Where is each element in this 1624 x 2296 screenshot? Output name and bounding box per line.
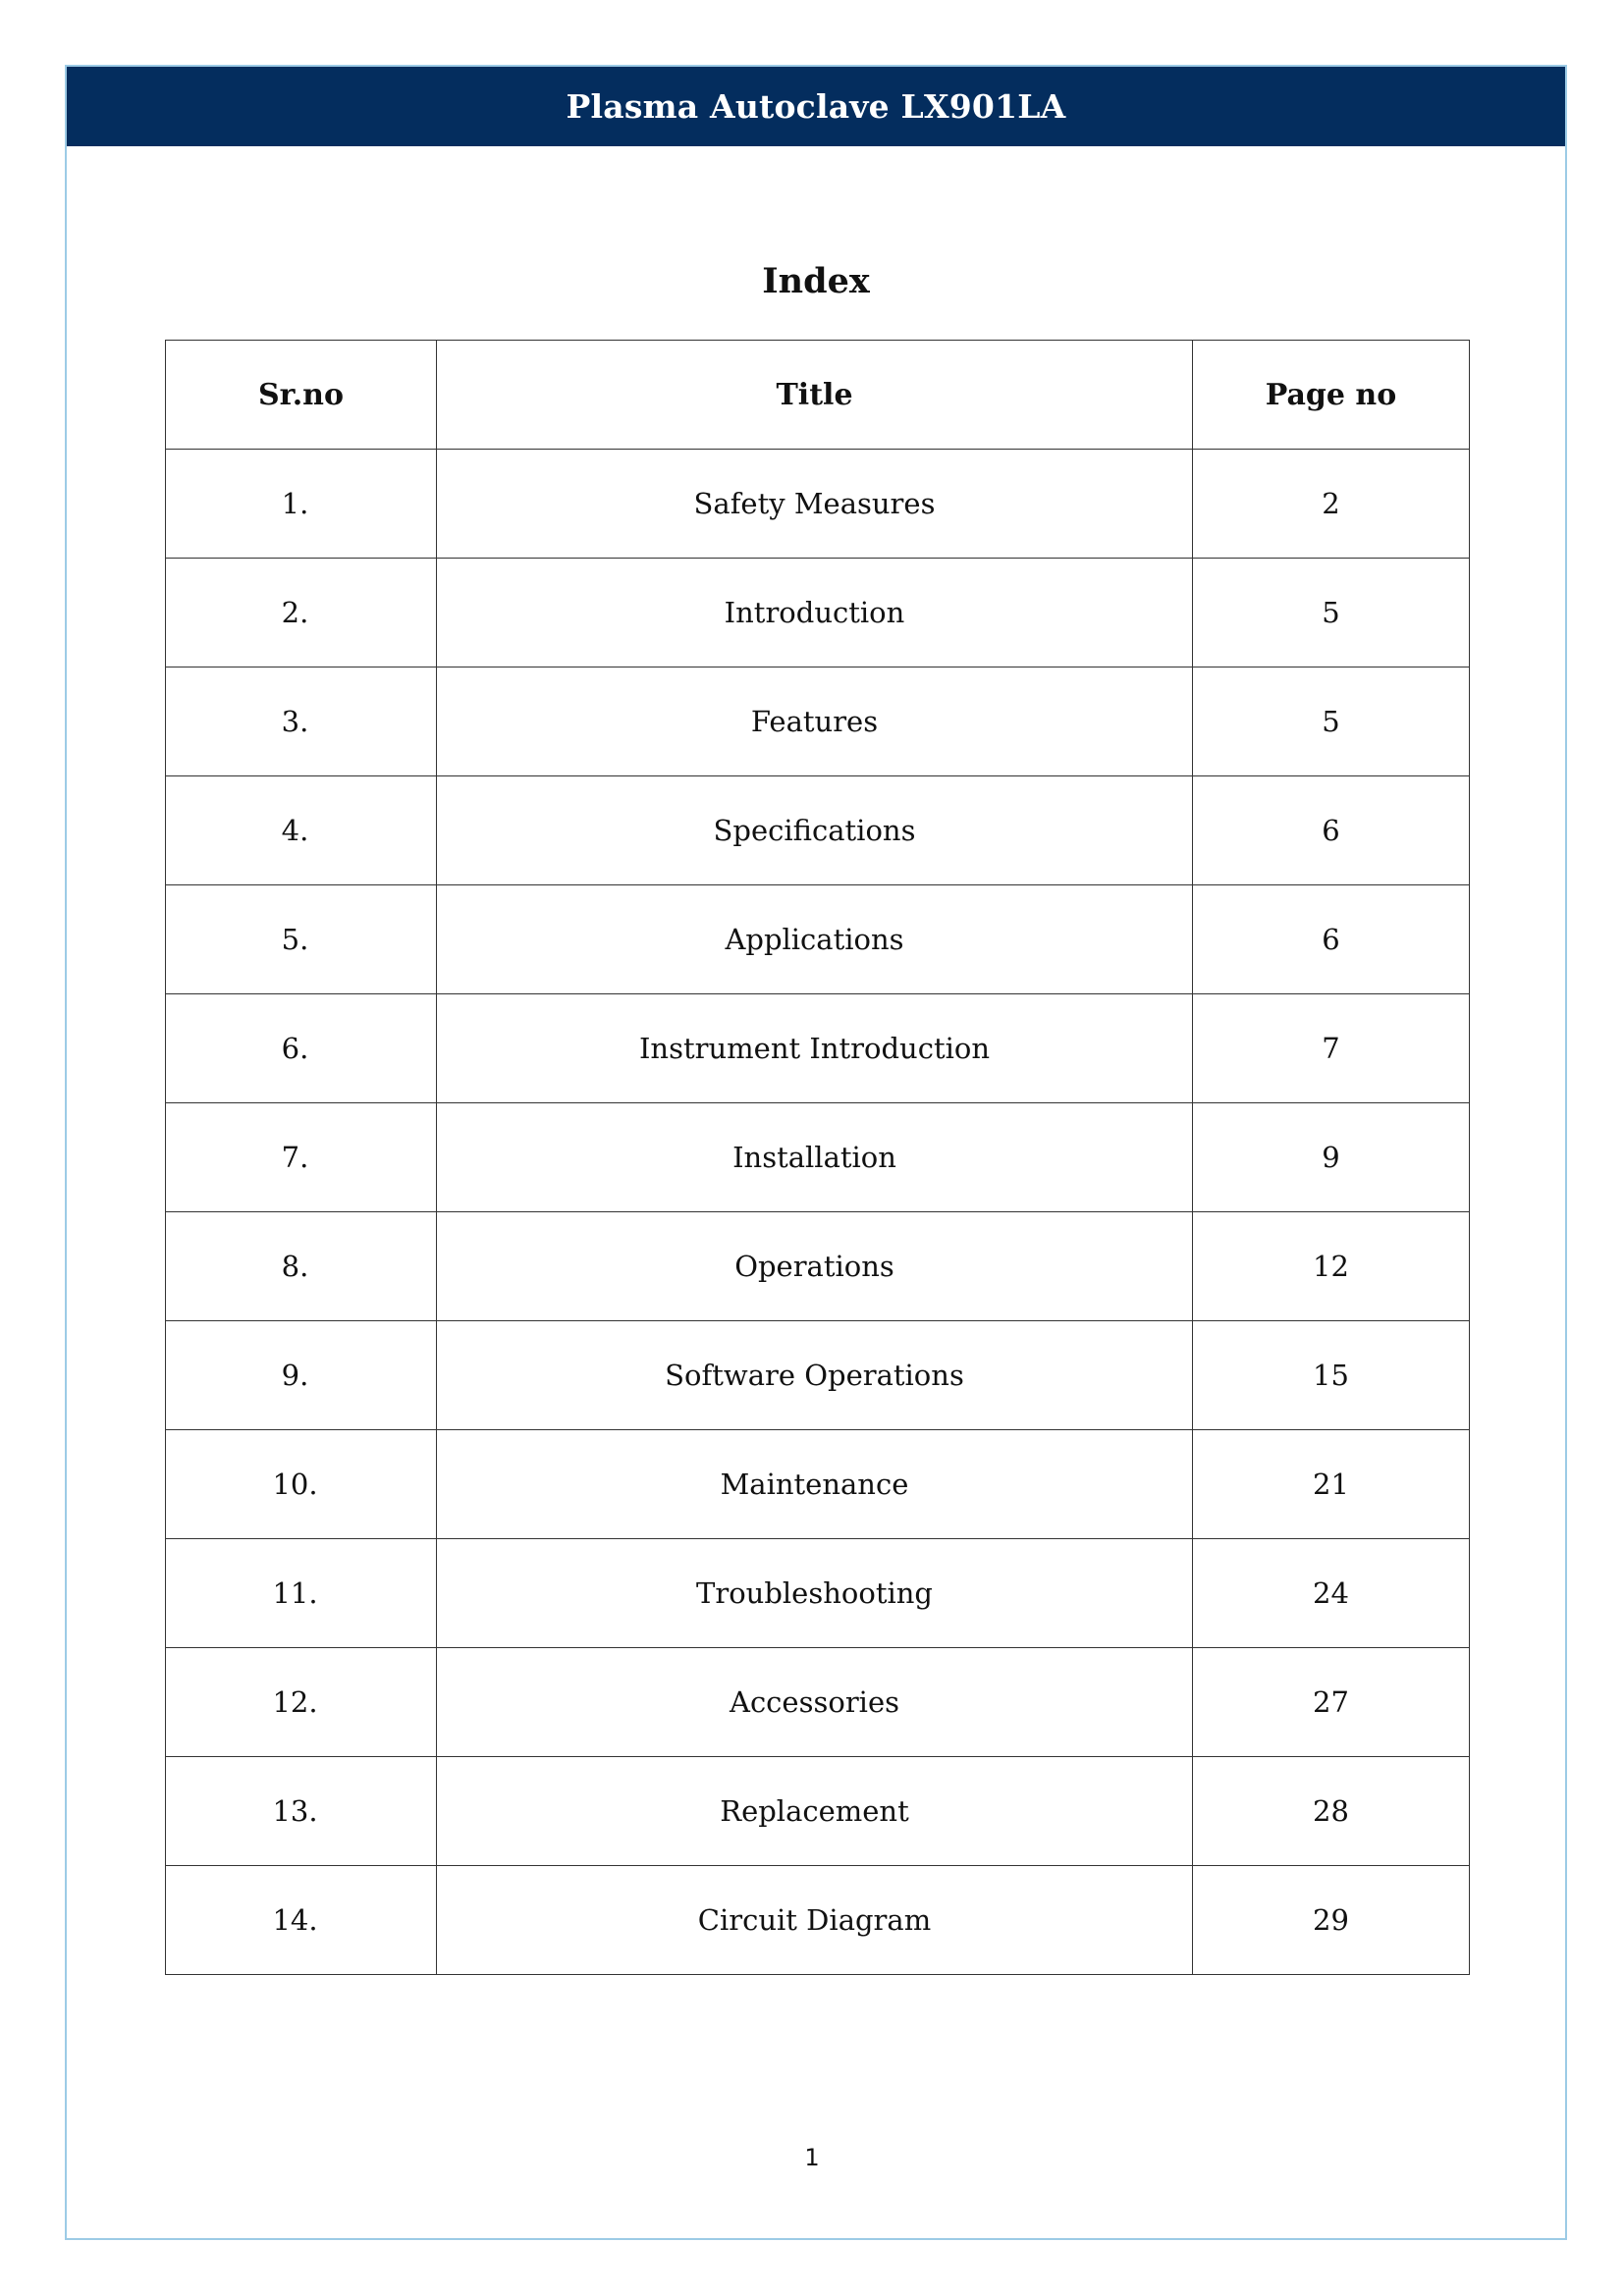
table-row <box>166 1103 1470 1212</box>
sr-no-cell: 6. <box>166 994 437 1103</box>
title-cell: Applications <box>437 885 1193 994</box>
table-row <box>166 1321 1470 1430</box>
sr-no-cell: 11. <box>166 1539 437 1648</box>
title-cell: Maintenance <box>437 1430 1193 1539</box>
page-no-cell: 6 <box>1193 776 1470 885</box>
page-no-cell: 21 <box>1193 1430 1470 1539</box>
table-row <box>166 1430 1470 1539</box>
table-row <box>166 994 1470 1103</box>
title-cell: Operations <box>437 1212 1193 1321</box>
page-no-cell: 2 <box>1193 450 1470 559</box>
sr-no-cell: 14. <box>166 1866 437 1975</box>
sr-no-cell: 3. <box>166 667 437 776</box>
table-row <box>166 1757 1470 1866</box>
title-cell: Software Operations <box>437 1321 1193 1430</box>
title-cell: Installation <box>437 1103 1193 1212</box>
page-no-cell: 12 <box>1193 1212 1470 1321</box>
title-cell: Introduction <box>437 559 1193 667</box>
page-no-cell: 7 <box>1193 994 1470 1103</box>
page-no-cell: 6 <box>1193 885 1470 994</box>
page-heading: Index <box>762 261 870 301</box>
sr-no-cell: 9. <box>166 1321 437 1430</box>
page-no-cell: 29 <box>1193 1866 1470 1975</box>
sr-no-cell: 1. <box>166 450 437 559</box>
sr-no-cell: 4. <box>166 776 437 885</box>
document-title: Plasma Autoclave LX901LA <box>566 87 1066 126</box>
title-cell: Instrument Introduction <box>437 994 1193 1103</box>
sr-no-cell: 13. <box>166 1757 437 1866</box>
table-row <box>166 776 1470 885</box>
title-cell: Accessories <box>437 1648 1193 1757</box>
table-row <box>166 1212 1470 1321</box>
title-cell: Replacement <box>437 1757 1193 1866</box>
table-row <box>166 450 1470 559</box>
page-no-cell: 15 <box>1193 1321 1470 1430</box>
page-no-cell: 5 <box>1193 559 1470 667</box>
title-cell: Circuit Diagram <box>437 1866 1193 1975</box>
title-cell: Troubleshooting <box>437 1539 1193 1648</box>
sr-no-cell: 2. <box>166 559 437 667</box>
page-no-cell: 24 <box>1193 1539 1470 1648</box>
sr-no-cell: 10. <box>166 1430 437 1539</box>
table-header-row <box>166 341 1470 450</box>
column-header-page-no: Page no <box>1193 341 1470 450</box>
sr-no-cell: 5. <box>166 885 437 994</box>
title-cell: Specifications <box>437 776 1193 885</box>
sr-no-cell: 8. <box>166 1212 437 1321</box>
table-row <box>166 559 1470 667</box>
title-cell: Features <box>437 667 1193 776</box>
table-row <box>166 1866 1470 1975</box>
column-header-sr-no: Sr.no <box>166 341 437 450</box>
sr-no-cell: 7. <box>166 1103 437 1212</box>
page-no-cell: 28 <box>1193 1757 1470 1866</box>
page-no-cell: 5 <box>1193 667 1470 776</box>
table-row <box>166 885 1470 994</box>
table-row <box>166 1648 1470 1757</box>
sr-no-cell: 12. <box>166 1648 437 1757</box>
column-header-title: Title <box>437 341 1193 450</box>
title-cell: Safety Measures <box>437 450 1193 559</box>
header-band <box>67 67 1565 146</box>
page-number: 1 <box>804 2144 820 2171</box>
table-row <box>166 1539 1470 1648</box>
table-row <box>166 667 1470 776</box>
page-no-cell: 27 <box>1193 1648 1470 1757</box>
page-no-cell: 9 <box>1193 1103 1470 1212</box>
index-table <box>165 340 1470 1975</box>
